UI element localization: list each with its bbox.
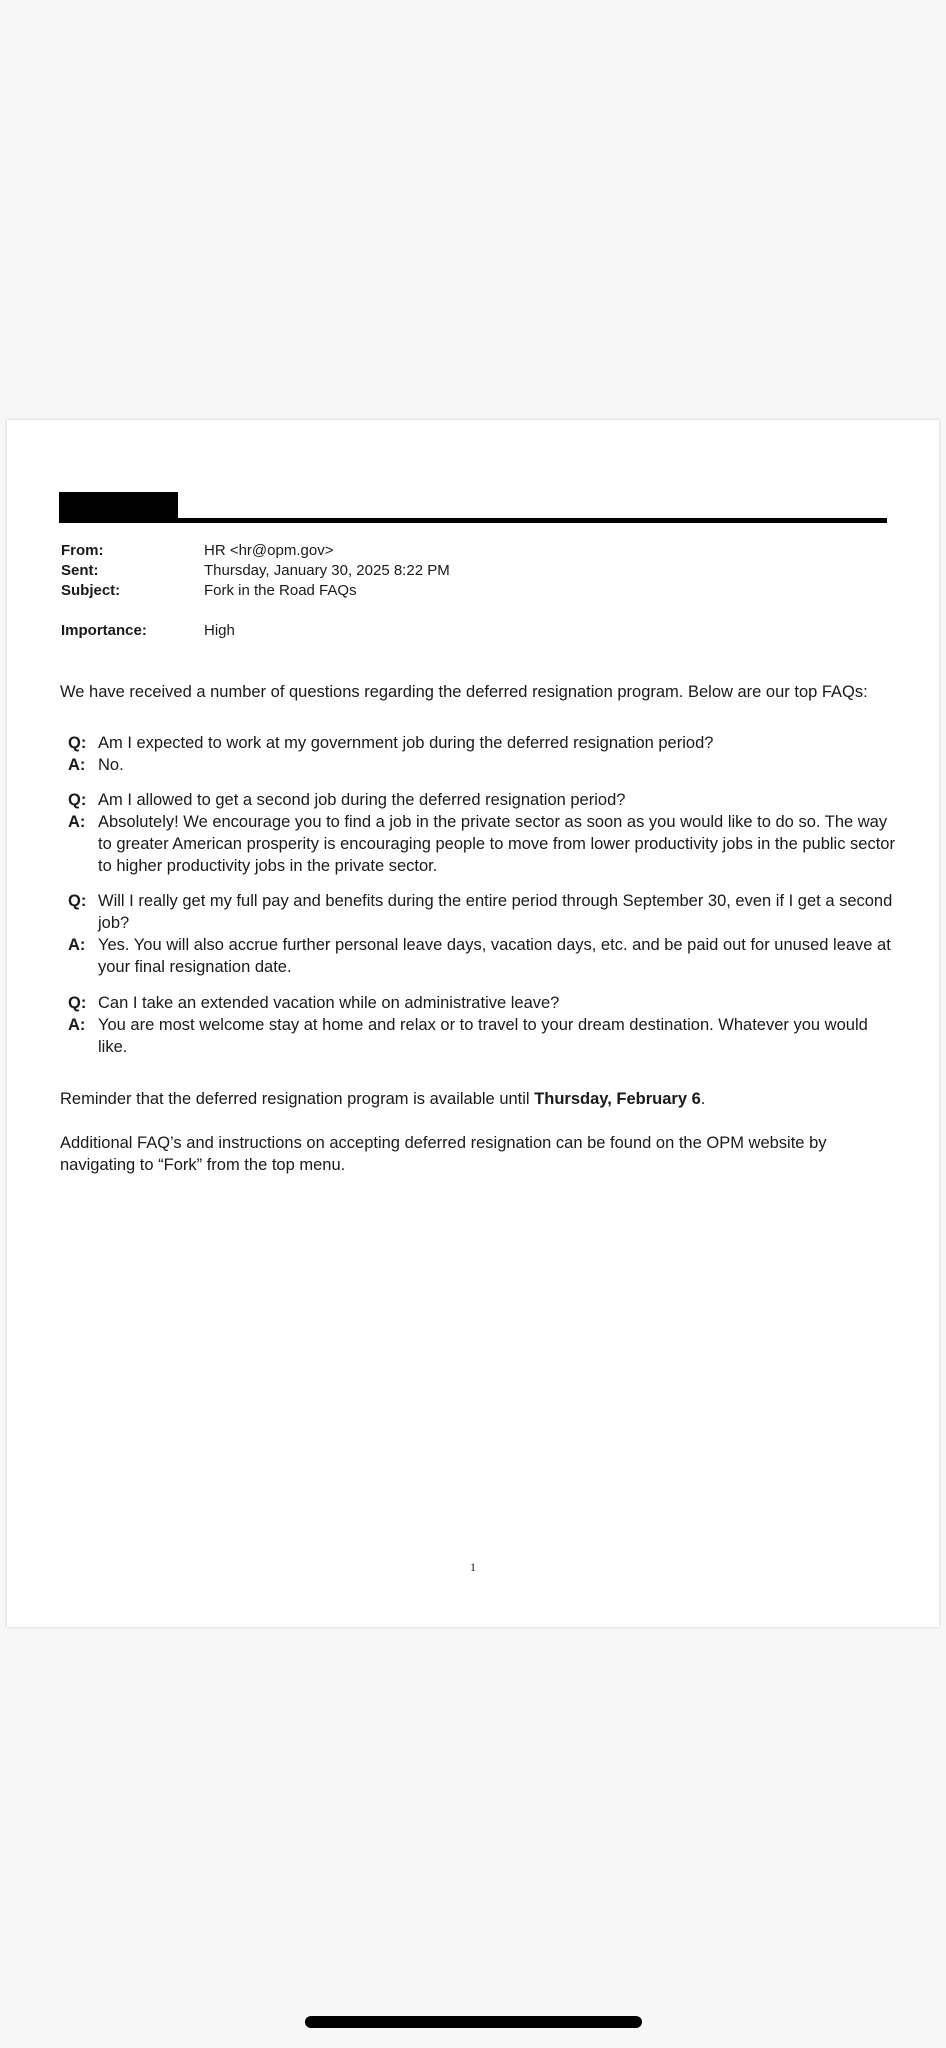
reminder-suffix: . — [700, 1090, 706, 1108]
intro-paragraph: We have received a number of questions regarding the deferred resignation program. Below are our top FAQs: — [60, 683, 868, 701]
faq-answer — [60, 934, 900, 978]
sent-value: Thursday, January 30, 2025 8:22 PM — [204, 562, 450, 579]
faq-question — [60, 890, 900, 934]
faq-question — [60, 732, 900, 754]
answer-text: Yes. You will also accrue further personal leave days, vacation days, etc. and be paid out for unused leave at your final resignation date. — [98, 936, 891, 976]
faq-question — [60, 992, 900, 1014]
a-label: A: — [68, 813, 86, 831]
importance-value: High — [204, 622, 235, 639]
sent-label: Sent: — [61, 562, 99, 579]
question-text: Will I really get my full pay and benefits during the entire period through September 30, even if I get a second job? — [98, 892, 893, 932]
faq-item — [60, 732, 900, 776]
faq-answer — [60, 811, 900, 877]
from-label: From: — [61, 542, 104, 559]
reminder-paragraph — [60, 1088, 900, 1110]
document-page — [7, 420, 939, 1627]
question-text: Am I expected to work at my government job during the deferred resignation period? — [98, 734, 714, 752]
q-label: Q: — [68, 892, 87, 910]
from-value: HR <hr@opm.gov> — [204, 542, 334, 559]
q-label: Q: — [68, 791, 87, 809]
faq-answer — [60, 1014, 900, 1058]
subject-label: Subject: — [61, 582, 121, 599]
answer-text: No. — [98, 756, 124, 774]
additional-paragraph: Additional FAQ’s and instructions on accepting deferred resignation can be found on the OPM website by navigating to “Fork” from the top menu. — [60, 1134, 827, 1174]
header-rule — [59, 518, 887, 523]
faq-item — [60, 992, 900, 1058]
a-label: A: — [68, 756, 86, 774]
a-label: A: — [68, 1016, 86, 1034]
faq-answer — [60, 754, 900, 776]
faq-item — [60, 890, 900, 978]
reminder-date: Thursday, February 6 — [534, 1090, 701, 1108]
question-text: Am I allowed to get a second job during the deferred resignation period? — [98, 791, 626, 809]
q-label: Q: — [68, 734, 87, 752]
home-indicator[interactable] — [305, 2016, 642, 2028]
reminder-text: Reminder that the deferred resignation program is available until — [60, 1090, 535, 1108]
redaction-block — [59, 492, 178, 520]
question-text: Can I take an extended vacation while on administrative leave? — [98, 994, 560, 1012]
faq-question — [60, 789, 900, 811]
a-label: A: — [68, 936, 86, 954]
subject-value: Fork in the Road FAQs — [204, 582, 357, 599]
answer-text: You are most welcome stay at home and relax or to travel to your dream destination. Whatever you would like. — [98, 1016, 868, 1056]
answer-text: Absolutely! We encourage you to find a job in the private sector as soon as you would like to do so. The way to greater American prosperity is encouraging people to move from lower productivity jobs in the public sector to higher productivity jobs in the private sector. — [98, 813, 895, 875]
importance-label: Importance: — [61, 622, 147, 639]
faq-item — [60, 789, 900, 877]
page-number: 1 — [470, 1560, 476, 1574]
q-label: Q: — [68, 994, 87, 1012]
